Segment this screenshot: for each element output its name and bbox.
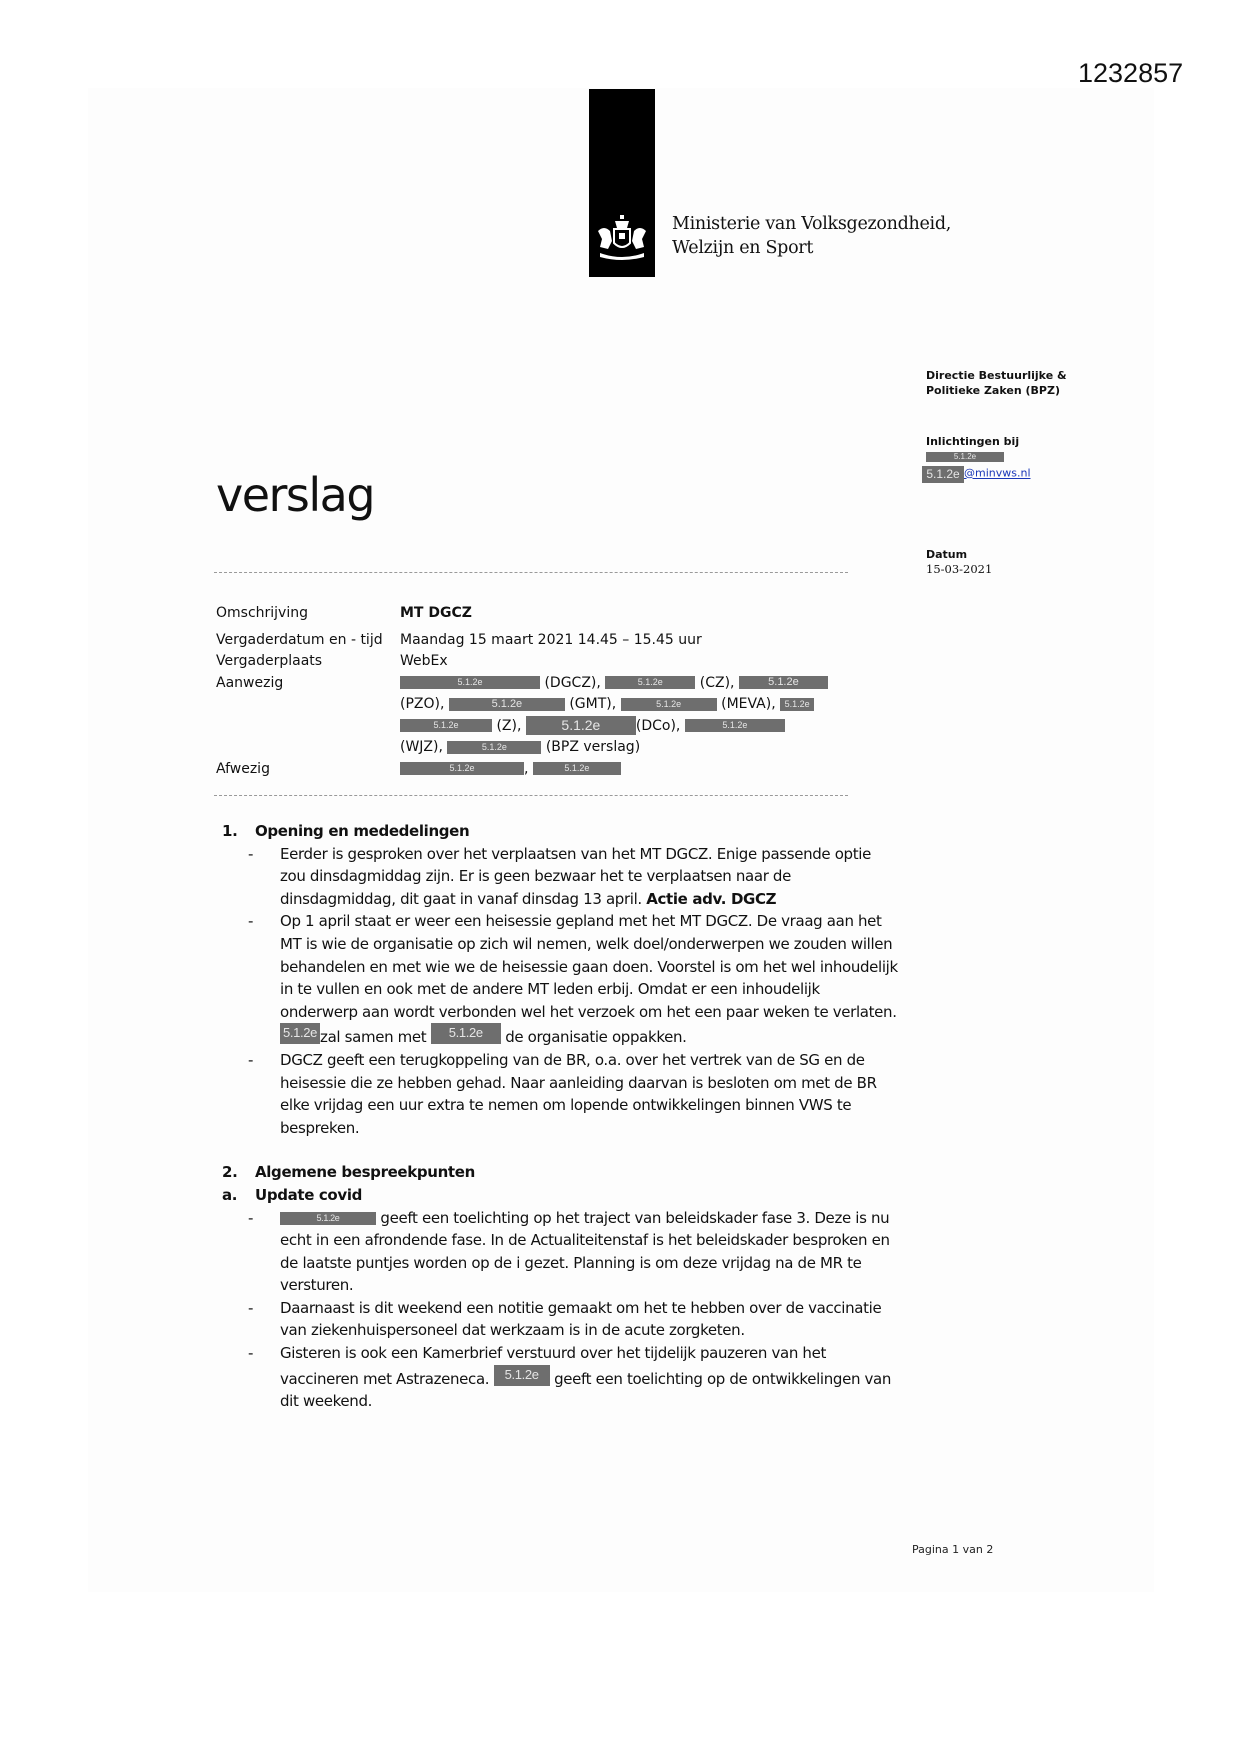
absent-list: 5.1.2e , 5.1.2e <box>400 759 850 781</box>
date-value: 15-03-2021 <box>926 562 993 576</box>
subsection-heading-a: a. Update covid <box>222 1185 362 1204</box>
redacted-name: 5.1.2e <box>605 676 695 689</box>
contact-label: Inlichtingen bij <box>926 435 1020 448</box>
document-id: 1232857 <box>1078 58 1184 88</box>
ministry-logo <box>589 89 655 277</box>
redacted-name: 5.1.2e <box>494 1365 550 1386</box>
redacted-name: 5.1.2e <box>780 698 814 711</box>
date-label: Datum <box>926 548 968 561</box>
redacted-email-user: 5.1.2e <box>922 466 964 483</box>
ministry-name: Ministerie van Volksgezondheid, Welzijn en Sport <box>672 214 952 258</box>
redacted-name: 5.1.2e <box>280 1023 320 1044</box>
redacted-name: 5.1.2e <box>280 1212 376 1225</box>
separator-top <box>214 572 848 573</box>
email-link[interactable]: @minvws.nl <box>964 466 1031 480</box>
redacted-name: 5.1.2e <box>447 741 541 754</box>
redacted-contact-name: 5.1.2e <box>926 452 1004 462</box>
redacted-name: 5.1.2e <box>685 719 785 732</box>
coat-of-arms-icon <box>594 215 650 263</box>
redacted-name: 5.1.2e <box>400 762 524 775</box>
date-block <box>926 547 992 577</box>
section-heading-1: 1. Opening en mededelingen <box>222 822 470 840</box>
list-item: - 5.1.2e geeft een toelichting op het traject van beleidskader fase 3. Deze is nu echt in een afrondende fase. In de Actualiteitenstaf is het beleidskader besproken en de laatste puntjes worden op de i gezet. Planning is om deze vrijdag na de MR te versturen. <box>248 1208 890 1295</box>
row-location: Vergaderplaats WebEx <box>216 653 448 669</box>
list-item: - Eerder is gesproken over het verplaatsen van het MT DGCZ. Enige passende optie zou dinsdagmiddag zijn. Er is geen bezwaar het te verplaatsen naar de dinsdagmiddag, dit gaat in vanaf dinsdag 13 april. Actie adv. DGCZ <box>248 844 871 908</box>
row-description: Omschrijving MT DGCZ <box>216 605 472 621</box>
minutes-body <box>222 820 922 1413</box>
redacted-name: 5.1.2e <box>526 716 636 735</box>
redacted-name: 5.1.2e <box>739 676 828 689</box>
redacted-name: 5.1.2e <box>400 676 540 689</box>
contact-block <box>926 434 1031 483</box>
row-datetime: Vergaderdatum en - tijd Maandag 15 maart 2021 14.45 – 15.45 uur <box>216 631 702 648</box>
separator-bottom <box>214 795 848 796</box>
row-absent: Afwezig 5.1.2e , 5.1.2e <box>216 759 850 781</box>
redacted-name: 5.1.2e <box>621 698 717 711</box>
list-item: - Gisteren is ook een Kamerbrief verstuurd over het tijdelijk pauzeren van het vaccineren met Astrazeneca. 5.1.2e geeft een toelichting op de ontwikkelingen van dit weekend. <box>248 1344 892 1411</box>
present-list: 5.1.2e (DGCZ), 5.1.2e (CZ), 5.1.2e (PZO), 5.1.2e (GMT), 5.1.2e (MEVA), 5.1.2e 5.1.2e (Z), 5.1.2e (DCo), 5.1.2e (WJZ), 5.1.2e (BPZ verslag) <box>400 673 850 759</box>
document-title: verslag <box>216 468 375 522</box>
department-block: Directie Bestuurlijke & Politieke Zaken (BPZ) <box>926 369 1067 397</box>
section-heading-2: 2. Algemene bespreekpunten <box>222 1163 475 1182</box>
redacted-name: 5.1.2e <box>431 1023 501 1044</box>
list-item: - DGCZ geeft een terugkoppeling van de BR, o.a. over het vertrek van de SG en de heisessie die ze hebben gehad. Naar aanleiding daarvan is besloten om met de BR elke vrijdag een uur extra te nemen om lopende ontwikkelingen binnen VWS te bespreken. <box>248 1050 877 1137</box>
page-number: Pagina 1 van 2 <box>912 1543 994 1556</box>
row-present: Aanwezig 5.1.2e (DGCZ), 5.1.2e (CZ), 5.1.2e (PZO), 5.1.2e (GMT), 5.1.2e (MEVA), 5.1.2e 5.1.2e (Z), 5.1.2e (DCo), 5.1.2e (WJZ), 5.1.2e (BPZ verslag) <box>216 673 850 759</box>
list-item: - Op 1 april staat er weer een heisessie gepland met het MT DGCZ. De vraag aan het MT is wie de organisatie op zich wil nemen, welk doel/onderwerpen we zouden willen behandelen en met wie we de heisessie gaan doen. Voorstel is om het wel inhoudelijk in te vullen en ook met de andere MT leden erbij. Omdat er een inhoudelijk onderwerp aan wordt verbonden wel het verzoek om het een paar weken te verlaten.5.1.2e zal samen met 5.1.2e de organisatie oppakken. <box>248 912 898 1047</box>
meeting-metadata <box>216 603 850 780</box>
redacted-name: 5.1.2e <box>400 719 492 732</box>
redacted-name: 5.1.2e <box>449 698 565 711</box>
list-item: - Daarnaast is dit weekend een notitie gemaakt om het te hebben over de vaccinatie van ziekenhuispersoneel dat werkzaam is in de acute zorgketen. <box>248 1298 882 1340</box>
redacted-name: 5.1.2e <box>533 762 621 775</box>
action-item: Actie adv. DGCZ <box>646 889 777 908</box>
